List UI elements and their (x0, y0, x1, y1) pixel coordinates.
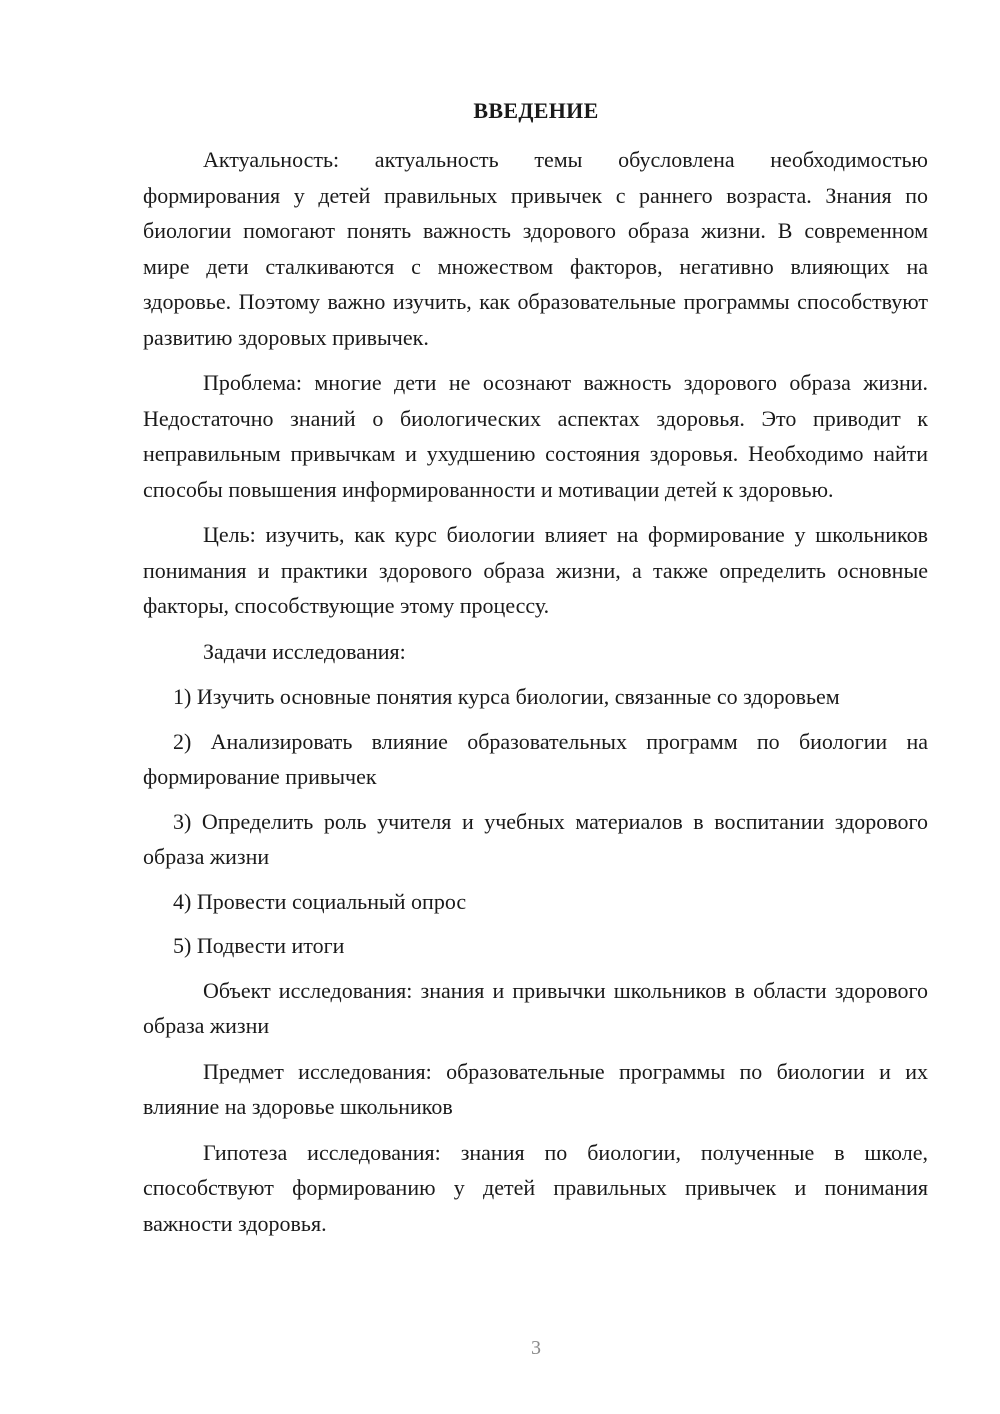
tasks-heading: Задачи исследования: (203, 638, 406, 664)
relevance-paragraph: Актуальность: актуальность темы обусловлена необходимостью формирования у детей правильных привычек с раннего возраста. Знания по биологии помогают понять важность здорового образа жизни. В современном мире дети сталкиваются с множеством факторов, негативно влияющих на здоровье. Поэтому важно изучить, как образовательные программы способствуют развитию здоровых привычек. (143, 147, 928, 350)
body-text (143, 142, 928, 1251)
task-item-2: 2) Анализировать влияние образовательных программ по биологии на формирование привычек (143, 728, 928, 789)
problem-paragraph: Проблема: многие дети не осознают важность здорового образа жизни. Недостаточно знаний о биологических аспектах здоровья. Это приводит к неправильным привычкам и ухудшению состояния здоровья. Необходимо найти способы повышения информированности и мотивации детей к здоровью. (143, 370, 928, 502)
task-item-4: 4) Провести социальный опрос (173, 888, 467, 914)
goal-paragraph: Цель: изучить, как курс биологии влияет на формирование у школьников понимания и практики здорового образа жизни, а также определить основные факторы, способствующие этому процессу. (143, 522, 928, 618)
task-item-3: 3) Определить роль учителя и учебных материалов в воспитании здорового образа жизни (143, 808, 928, 869)
section-title: ВВЕДЕНИЕ (473, 98, 599, 123)
hypothesis-paragraph: Гипотеза исследования: знания по биологии, полученные в школе, способствуют формированию у детей правильных привычек и понимания важности здоровья. (143, 1139, 928, 1236)
task-item-1: 1) Изучить основные понятия курса биологии, связанные со здоровьем (173, 684, 840, 709)
page-number: 3 (531, 1337, 541, 1359)
object-paragraph: Объект исследования: знания и привычки школьников в области здорового образа жизни (143, 977, 928, 1038)
task-item-5: 5) Подвести итоги (173, 933, 345, 958)
subject-paragraph: Предмет исследования: образовательные программы по биологии и их влияние на здоровье школьников (143, 1058, 928, 1119)
